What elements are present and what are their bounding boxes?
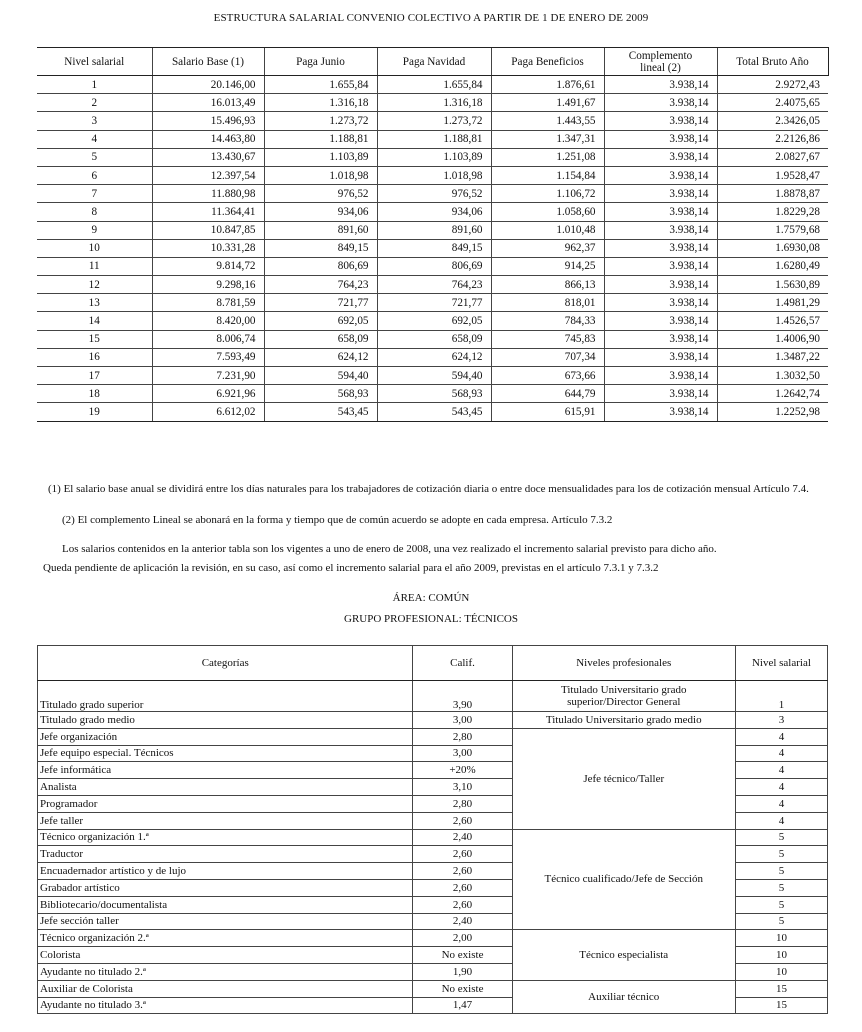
nivel-salarial-cell: 5 [735,913,827,930]
area-label: ÁREA: COMÚN [392,592,470,604]
table-cell: 3.938,14 [604,221,717,239]
table-cell: 1.8229,28 [717,203,828,221]
table-cell: 707,34 [491,348,604,366]
nivel-salarial-cell: 4 [735,762,827,779]
category-cell: Titulado grado medio [38,712,413,729]
table-cell: 962,37 [491,239,604,257]
table-cell: 8 [37,203,152,221]
table-cell: 2 [37,94,152,112]
table-cell: 3.938,14 [604,112,717,130]
footnote-2: (2) El complemento Lineal se abonará en la forma y tiempo que de común acuerdo se adopte en cada empresa. Artículo 7.3.2 [62,514,613,526]
table-cell: 3.938,14 [604,185,717,203]
nivel-salarial-cell: 1 [735,681,827,712]
category-cell: Traductor [38,846,413,863]
table-cell: 784,33 [491,312,604,330]
table-cell: 3.938,14 [604,330,717,348]
table-cell: 8.781,59 [152,294,264,312]
table-cell: 3.938,14 [604,367,717,385]
table-row [37,130,828,148]
table-cell: 13 [37,294,152,312]
table-cell: 7.593,49 [152,348,264,366]
table-cell: 1.106,72 [491,185,604,203]
table-cell: 1.154,84 [491,166,604,184]
calif-cell: 3,00 [413,745,512,762]
header-niveles-profesionales: Niveles profesionales [512,646,735,681]
table-row [37,330,828,348]
nivel-salarial-cell: 15 [735,980,827,997]
category-cell: Técnico organización 1.ª [38,829,413,846]
category-cell: Grabador artístico [38,879,413,896]
nivel-salarial-cell: 10 [735,947,827,964]
table-cell: 806,69 [377,257,491,275]
calif-cell: +20% [413,762,512,779]
nivel-salarial-cell: 5 [735,829,827,846]
table-row [38,728,828,745]
table-cell: 721,77 [377,294,491,312]
table-cell: 934,06 [377,203,491,221]
table-cell: 1.443,55 [491,112,604,130]
category-cell: Jefe sección taller [38,913,413,930]
table-cell: 10 [37,239,152,257]
table-cell: 8.006,74 [152,330,264,348]
table-row [37,148,828,166]
table-cell: 1.655,84 [377,76,491,94]
table-cell: 1.655,84 [264,76,377,94]
table-row [37,221,828,239]
table-cell: 543,45 [264,403,377,421]
table-cell: 692,05 [377,312,491,330]
table-cell: 1.3487,22 [717,348,828,366]
table-row [38,712,828,729]
category-cell: Técnico organización 2.ª [38,930,413,947]
table-cell: 1.103,89 [377,148,491,166]
table-cell: 806,69 [264,257,377,275]
calif-cell: 2,40 [413,829,512,846]
category-table [37,645,828,1014]
header-nivel-salarial: Nivel salarial [735,646,827,681]
table-cell: 594,40 [264,367,377,385]
table-cell: 1.8878,87 [717,185,828,203]
table-cell: 1.058,60 [491,203,604,221]
table-cell: 568,93 [377,385,491,403]
table-cell: 3.938,14 [604,239,717,257]
calif-cell: 2,00 [413,930,512,947]
table-row [37,367,828,385]
table-cell: 1.103,89 [264,148,377,166]
header-paga-navidad: Paga Navidad [377,48,491,76]
category-cell: Ayudante no titulado 2.ª [38,963,413,980]
table-cell: 849,15 [377,239,491,257]
table-cell: 1.491,67 [491,94,604,112]
table-cell: 7.231,90 [152,367,264,385]
category-cell: Bibliotecario/documentalista [38,896,413,913]
table-row [38,930,828,947]
table-cell: 1.2252,98 [717,403,828,421]
table-cell: 9 [37,221,152,239]
table-cell: 14.463,80 [152,130,264,148]
table-cell: 934,06 [264,203,377,221]
table-cell: 976,52 [377,185,491,203]
table-cell: 20.146,00 [152,76,264,94]
nivel-salarial-cell: 4 [735,728,827,745]
table-row [37,257,828,275]
category-header-row [38,646,828,681]
nivel-salarial-cell: 5 [735,896,827,913]
table-cell: 1.273,72 [264,112,377,130]
table-cell: 3.938,14 [604,348,717,366]
table-cell: 4 [37,130,152,148]
table-cell: 1.6280,49 [717,257,828,275]
table-cell: 18 [37,385,152,403]
calif-cell: 2,60 [413,812,512,829]
calif-cell: 2,60 [413,896,512,913]
category-cell: Colorista [38,947,413,964]
nivel-salarial-cell: 4 [735,795,827,812]
table-row [37,185,828,203]
table-cell: 818,01 [491,294,604,312]
table-row [37,94,828,112]
table-cell: 658,09 [377,330,491,348]
header-total-bruto: Total Bruto Año [717,48,828,76]
table-cell: 6.921,96 [152,385,264,403]
table-cell: 624,12 [264,348,377,366]
table-row [37,166,828,184]
table-cell: 10.847,85 [152,221,264,239]
table-cell: 5 [37,148,152,166]
table-cell: 6 [37,166,152,184]
nivel-salarial-cell: 10 [735,963,827,980]
table-cell: 1.273,72 [377,112,491,130]
nivel-salarial-cell: 3 [735,712,827,729]
header-categorias: Categorías [38,646,413,681]
table-cell: 764,23 [377,276,491,294]
calif-cell: 3,10 [413,779,512,796]
nivel-profesional-cell: Auxiliar técnico [512,980,735,1014]
header-paga-junio: Paga Junio [264,48,377,76]
table-cell: 1.188,81 [264,130,377,148]
nivel-profesional-cell: Técnico especialista [512,930,735,980]
table-cell: 1.316,18 [264,94,377,112]
table-cell: 1.251,08 [491,148,604,166]
nivel-salarial-cell: 10 [735,930,827,947]
table-cell: 2.4075,65 [717,94,828,112]
table-cell: 976,52 [264,185,377,203]
table-cell: 3.938,14 [604,385,717,403]
table-cell: 19 [37,403,152,421]
table-cell: 1.4981,29 [717,294,828,312]
table-cell: 3.938,14 [604,312,717,330]
table-row [37,403,828,421]
table-row [38,681,828,712]
nivel-profesional-cell: Titulado Universitario grado superior/Director General [512,681,735,712]
table-cell: 1.6930,08 [717,239,828,257]
calif-cell: 1,47 [413,997,512,1014]
table-row [37,385,828,403]
table-cell: 644,79 [491,385,604,403]
category-cell: Jefe organización [38,728,413,745]
table-row [37,294,828,312]
table-cell: 658,09 [264,330,377,348]
table-cell: 11.364,41 [152,203,264,221]
table-cell: 3.938,14 [604,294,717,312]
grupo-label: GRUPO PROFESIONAL: TÉCNICOS [344,613,518,625]
table-cell: 3.938,14 [604,94,717,112]
nivel-salarial-cell: 5 [735,863,827,880]
header-paga-beneficios: Paga Beneficios [491,48,604,76]
table-row [37,203,828,221]
table-cell: 1.2642,74 [717,385,828,403]
category-cell: Ayudante no titulado 3.ª [38,997,413,1014]
header-calif: Calif. [413,646,512,681]
category-cell: Jefe informática [38,762,413,779]
table-row [37,112,828,130]
calif-cell: 3,90 [413,681,512,712]
table-cell: 3.938,14 [604,276,717,294]
category-cell: Titulado grado superior [38,681,413,712]
table-cell: 15.496,93 [152,112,264,130]
calif-cell: No existe [413,947,512,964]
table-cell: 1.010,48 [491,221,604,239]
table-cell: 10.331,28 [152,239,264,257]
category-cell: Encuadernador artístico y de lujo [38,863,413,880]
category-cell: Jefe equipo especial. Técnicos [38,745,413,762]
table-cell: 866,13 [491,276,604,294]
calif-cell: 2,40 [413,913,512,930]
table-row [38,829,828,846]
table-cell: 16 [37,348,152,366]
table-cell: 1.316,18 [377,94,491,112]
table-row [37,239,828,257]
header-nivel-salarial: Nivel salarial [37,48,152,76]
category-cell: Jefe taller [38,812,413,829]
table-cell: 3.938,14 [604,403,717,421]
table-cell: 12 [37,276,152,294]
table-cell: 568,93 [264,385,377,403]
category-cell: Auxiliar de Colorista [38,980,413,997]
table-cell: 8.420,00 [152,312,264,330]
table-cell: 1.7579,68 [717,221,828,239]
table-cell: 14 [37,312,152,330]
table-row [37,76,828,94]
header-salario-base: Salario Base (1) [152,48,264,76]
paragraph-line-1: Los salarios contenidos en la anterior tabla son los vigentes a uno de enero de 2008, una vez realizado el incremento salarial previsto para dicho año. [62,543,717,555]
table-cell: 891,60 [264,221,377,239]
table-cell: 624,12 [377,348,491,366]
table-cell: 1.347,31 [491,130,604,148]
table-cell: 3 [37,112,152,130]
nivel-salarial-cell: 4 [735,812,827,829]
table-cell: 692,05 [264,312,377,330]
salary-header-row [37,48,828,76]
category-cell: Programador [38,795,413,812]
table-row [37,348,828,366]
table-cell: 9.298,16 [152,276,264,294]
table-cell: 891,60 [377,221,491,239]
table-cell: 17 [37,367,152,385]
table-cell: 1.4526,57 [717,312,828,330]
nivel-profesional-cell: Jefe técnico/Taller [512,728,735,829]
table-cell: 1.876,61 [491,76,604,94]
table-cell: 764,23 [264,276,377,294]
calif-cell: 2,80 [413,728,512,745]
nivel-profesional-cell: Técnico cualificado/Jefe de Sección [512,829,735,930]
table-cell: 3.938,14 [604,148,717,166]
table-cell: 7 [37,185,152,203]
table-cell: 16.013,49 [152,94,264,112]
paragraph-line-2: Queda pendiente de aplicación la revisión, en su caso, así como el incremento salarial para el año 2009, previstas en el artículo 7.3.1 y 7.3.2 [43,562,659,574]
header-complemento-lineal: Complemento lineal (2) [604,48,717,76]
table-cell: 1.5630,89 [717,276,828,294]
table-cell: 3.938,14 [604,257,717,275]
table-cell: 11.880,98 [152,185,264,203]
nivel-salarial-cell: 5 [735,879,827,896]
table-cell: 15 [37,330,152,348]
table-cell: 1.188,81 [377,130,491,148]
table-cell: 2.0827,67 [717,148,828,166]
table-cell: 1.018,98 [264,166,377,184]
table-cell: 1 [37,76,152,94]
table-cell: 1.018,98 [377,166,491,184]
footnote-1: (1) El salario base anual se dividirá entre los días naturales para los trabajadores de cotización diaria o entre doce mensualidades para los de cotización mensual Artículo 7.4. [48,483,809,495]
nivel-salarial-cell: 15 [735,997,827,1014]
table-cell: 673,66 [491,367,604,385]
table-cell: 3.938,14 [604,130,717,148]
table-cell: 849,15 [264,239,377,257]
table-cell: 11 [37,257,152,275]
table-row [37,276,828,294]
table-cell: 1.4006,90 [717,330,828,348]
table-cell: 2.9272,43 [717,76,828,94]
table-cell: 3.938,14 [604,166,717,184]
calif-cell: 2,60 [413,879,512,896]
nivel-salarial-cell: 5 [735,846,827,863]
calif-cell: 2,80 [413,795,512,812]
calif-cell: 3,00 [413,712,512,729]
table-cell: 745,83 [491,330,604,348]
table-cell: 914,25 [491,257,604,275]
nivel-profesional-cell: Titulado Universitario grado medio [512,712,735,729]
table-row [38,980,828,997]
table-cell: 1.3032,50 [717,367,828,385]
calif-cell: 2,60 [413,863,512,880]
table-cell: 543,45 [377,403,491,421]
table-cell: 2.2126,86 [717,130,828,148]
table-cell: 1.9528,47 [717,166,828,184]
nivel-salarial-cell: 4 [735,779,827,796]
table-cell: 615,91 [491,403,604,421]
calif-cell: 2,60 [413,846,512,863]
page-title: ESTRUCTURA SALARIAL CONVENIO COLECTIVO A PARTIR DE 1 DE ENERO DE 2009 [213,12,649,24]
table-cell: 12.397,54 [152,166,264,184]
table-cell: 6.612,02 [152,403,264,421]
table-cell: 3.938,14 [604,203,717,221]
category-cell: Analista [38,779,413,796]
table-cell: 2.3426,05 [717,112,828,130]
salary-table [37,47,829,422]
table-cell: 13.430,67 [152,148,264,166]
table-cell: 9.814,72 [152,257,264,275]
table-cell: 721,77 [264,294,377,312]
calif-cell: No existe [413,980,512,997]
table-row [37,312,828,330]
table-cell: 3.938,14 [604,76,717,94]
calif-cell: 1,90 [413,963,512,980]
nivel-salarial-cell: 4 [735,745,827,762]
table-cell: 594,40 [377,367,491,385]
